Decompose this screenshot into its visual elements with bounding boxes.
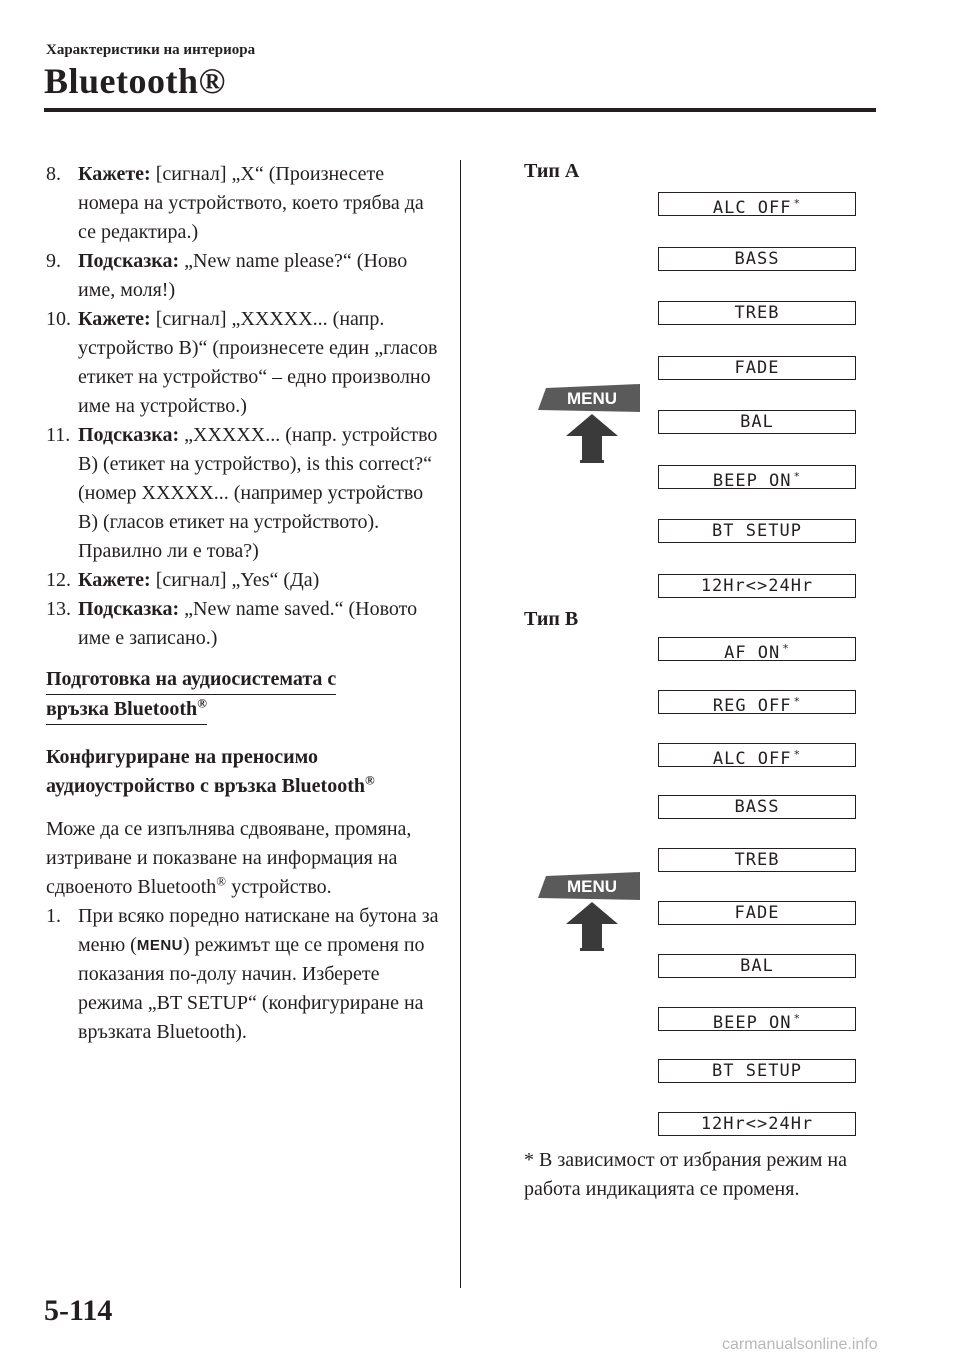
step-text: [сигнал] „Yes“ (Да) <box>150 569 320 591</box>
type-a-label: Тип A <box>524 160 580 182</box>
left-column <box>46 160 441 1047</box>
step-item <box>46 566 441 595</box>
step-text: [сигнал] „X“ (Произнесете номера на устройството, което трябва да се редактира.) <box>78 163 424 243</box>
lcd-display-item: ALC OFF * <box>658 743 856 767</box>
step-number: 13. <box>46 598 71 620</box>
menu-button-glyph: MENU <box>136 937 184 954</box>
lcd-display-item: BEEP ON * <box>658 465 856 489</box>
svg-text:MENU: MENU <box>566 877 618 896</box>
menu-button-icon <box>536 868 648 958</box>
lcd-display-item: BEEP ON * <box>658 1007 856 1031</box>
page-title: Bluetooth® <box>44 61 226 101</box>
lcd-display-item: TREB <box>658 301 856 325</box>
lcd-display-item: FADE <box>658 901 856 925</box>
lcd-display-item: 12Hr<>24Hr <box>658 1112 856 1136</box>
page-number: 5-114 <box>44 1294 113 1327</box>
step-label: Кажете: <box>78 163 151 185</box>
step-number: 12. <box>46 569 71 591</box>
lcd-display-item: BASS <box>658 247 856 271</box>
step-text: „New name please?“ (Ново име, моля!) <box>78 250 408 301</box>
step-label: Кажете: <box>78 308 151 330</box>
lcd-display-item: BAL <box>658 410 856 434</box>
section-heading-line: връзка Bluetooth® <box>46 695 207 725</box>
section-heading-line: Подготовка на аудиосистемата с <box>46 665 336 695</box>
lcd-display-item: BASS <box>658 795 856 819</box>
step-label: Подсказка: <box>78 250 180 272</box>
step-item <box>46 421 441 566</box>
lcd-display-item: BT SETUP <box>658 1059 856 1083</box>
step-text: „XXXXX... (напр. устройство B) (етикет на устройство), is this correct?“ (номер XXXXX... (например устройство B) (гласов етикет на устройството). Правилно ли е това?) <box>78 424 438 562</box>
step-item <box>46 305 441 421</box>
step-label: Подсказка: <box>78 424 180 446</box>
section-heading <box>46 665 441 725</box>
lcd-display-item: ALC OFF * <box>658 192 856 216</box>
step-item <box>46 247 441 305</box>
lcd-display-item: REG OFF * <box>658 690 856 714</box>
lcd-display-item: FADE <box>658 356 856 380</box>
step-item: 1. При всяко поредно натискане на бутона за меню (MENU) режимът ще се променя по показания по-долу начин. Изберете режима „BT SETUP“ (конфигуриране на връзката Bluetooth). <box>46 902 441 1047</box>
step-number: 1. <box>46 905 61 927</box>
step-number: 10. <box>46 308 71 330</box>
step-number: 9. <box>46 250 61 272</box>
svg-text:MENU: MENU <box>566 389 618 408</box>
sub-heading: Конфигуриране на преносимо аудиоустройство с връзка Bluetooth® <box>46 746 375 797</box>
lcd-display-item: BAL <box>658 954 856 978</box>
step-text: [сигнал] „XXXXX... (напр. устройство B)“ (произнесете един „гласов етикет на устройство“ – едно произволно име на устройство.) <box>78 308 438 417</box>
lcd-display-item: 12Hr<>24Hr <box>658 574 856 598</box>
steps-list <box>46 160 441 653</box>
intro-paragraph: Може да се изпълнява сдвояване, промяна, изтриване и показване на информация на сдвоеното Bluetooth® устройство. <box>46 818 412 898</box>
step-item <box>46 595 441 653</box>
column-divider <box>460 160 461 1288</box>
lcd-display-item: AF ON * <box>658 637 856 661</box>
step-label: Кажете: <box>78 569 151 591</box>
section-title: Характеристики на интериора <box>46 42 256 58</box>
footnote: * В зависимост от избрания режим на работа индикацията се променя. <box>524 1149 847 1200</box>
watermark: carmanualsonline.info <box>722 1336 878 1353</box>
step-text: „New name saved.“ (Новото име е записано.) <box>78 598 418 649</box>
lcd-display-item: BT SETUP <box>658 519 856 543</box>
header-rule <box>44 108 876 112</box>
type-b-label: Тип B <box>524 608 579 630</box>
lcd-display-item: TREB <box>658 848 856 872</box>
step-label: Подсказка: <box>78 598 180 620</box>
menu-button-icon <box>536 380 648 470</box>
step-number: 8. <box>46 163 61 185</box>
step-number: 11. <box>46 424 71 446</box>
step-item <box>46 160 441 247</box>
